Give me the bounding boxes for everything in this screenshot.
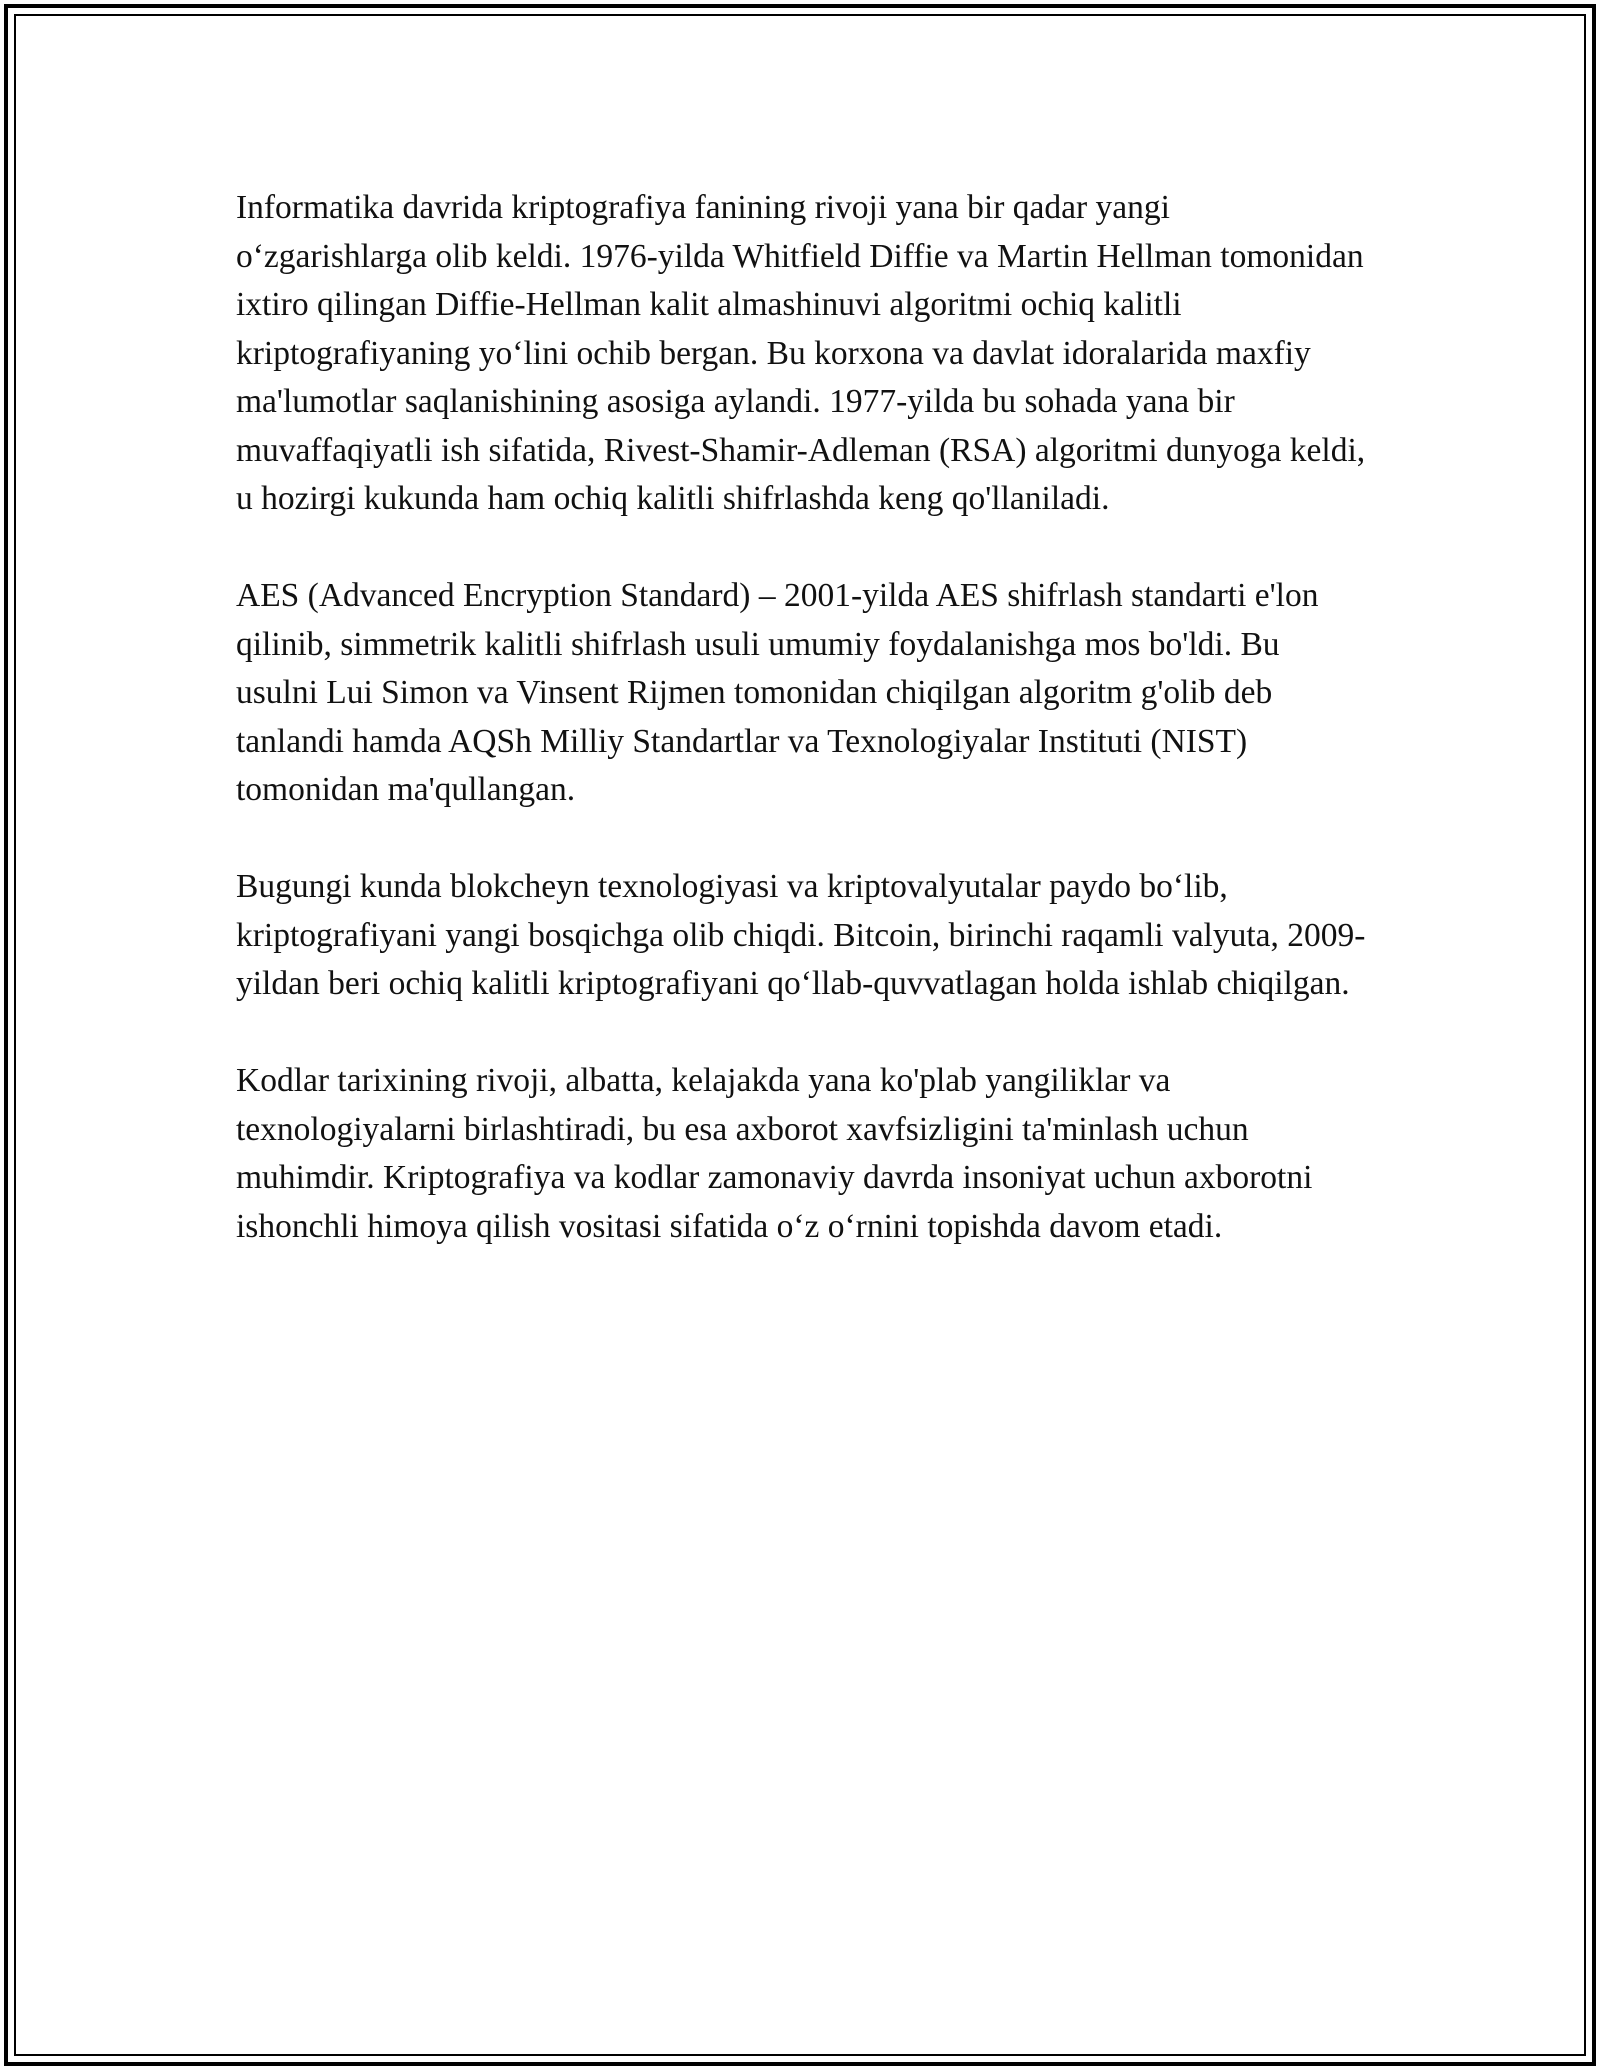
paragraph-future: Kodlar tarixining rivoji, albatta, kelajakda yana ko'plab yangiliklar va texnologiyalarni birlashtiradi, bu esa axborot xavfsizligini ta'minlash uchun muhimdir. Kriptografiya va kodlar zamonaviy davrda insoniyat uchun axborotni ishonchli himoya qilish vositasi sifatida o‘z o‘rnini topishda davom etadi.: [236, 1062, 1313, 1245]
paragraph-blockchain: Bugungi kunda blokcheyn texnologiyasi va kriptovalyutalar paydo bo‘lib, kriptografiyani yangi bosqichga olib chiqdi. Bitcoin, birinchi raqamli valyuta, 2009-yildan beri ochiq kalitli kriptografiyani qo‘llab-quvvatlagan holda ishlab chiqilgan.: [236, 868, 1366, 1002]
document-body: [236, 184, 1366, 1300]
paragraph-diffie-hellman-rsa: Informatika davrida kriptografiya fanining rivoji yana bir qadar yangi o‘zgarishlarga olib keldi. 1976-yilda Whitfield Diffie va Martin Hellman tomonidan ixtiro qilingan Diffie-Hellman kalit almashinuvi algoritmi ochiq kalitli kriptografiyaning yo‘lini ochib bergan. Bu korxona va davlat idoralarida maxfiy ma'lumotlar saqlanishining asosiga aylandi. 1977-yilda bu sohada yana bir muvaffaqiyatli ish sifatida, Rivest-Shamir-Adleman (RSA) algoritmi dunyoga keldi, u hozirgi kukunda ham ochiq kalitli shifrlashda keng qo'llaniladi.: [236, 189, 1366, 517]
paragraph-aes: AES (Advanced Encryption Standard) – 2001-yilda AES shifrlash standarti e'lon qilinib, simmetrik kalitli shifrlash usuli umumiy foydalanishga mos bo'ldi. Bu usulni Lui Simon va Vinsent Rijmen tomonidan chiqilgan algoritm g'olib deb tanlandi hamda AQSh Milliy Standartlar va Texnologiyalar Instituti (NIST) tomonidan ma'qullangan.: [236, 577, 1319, 808]
